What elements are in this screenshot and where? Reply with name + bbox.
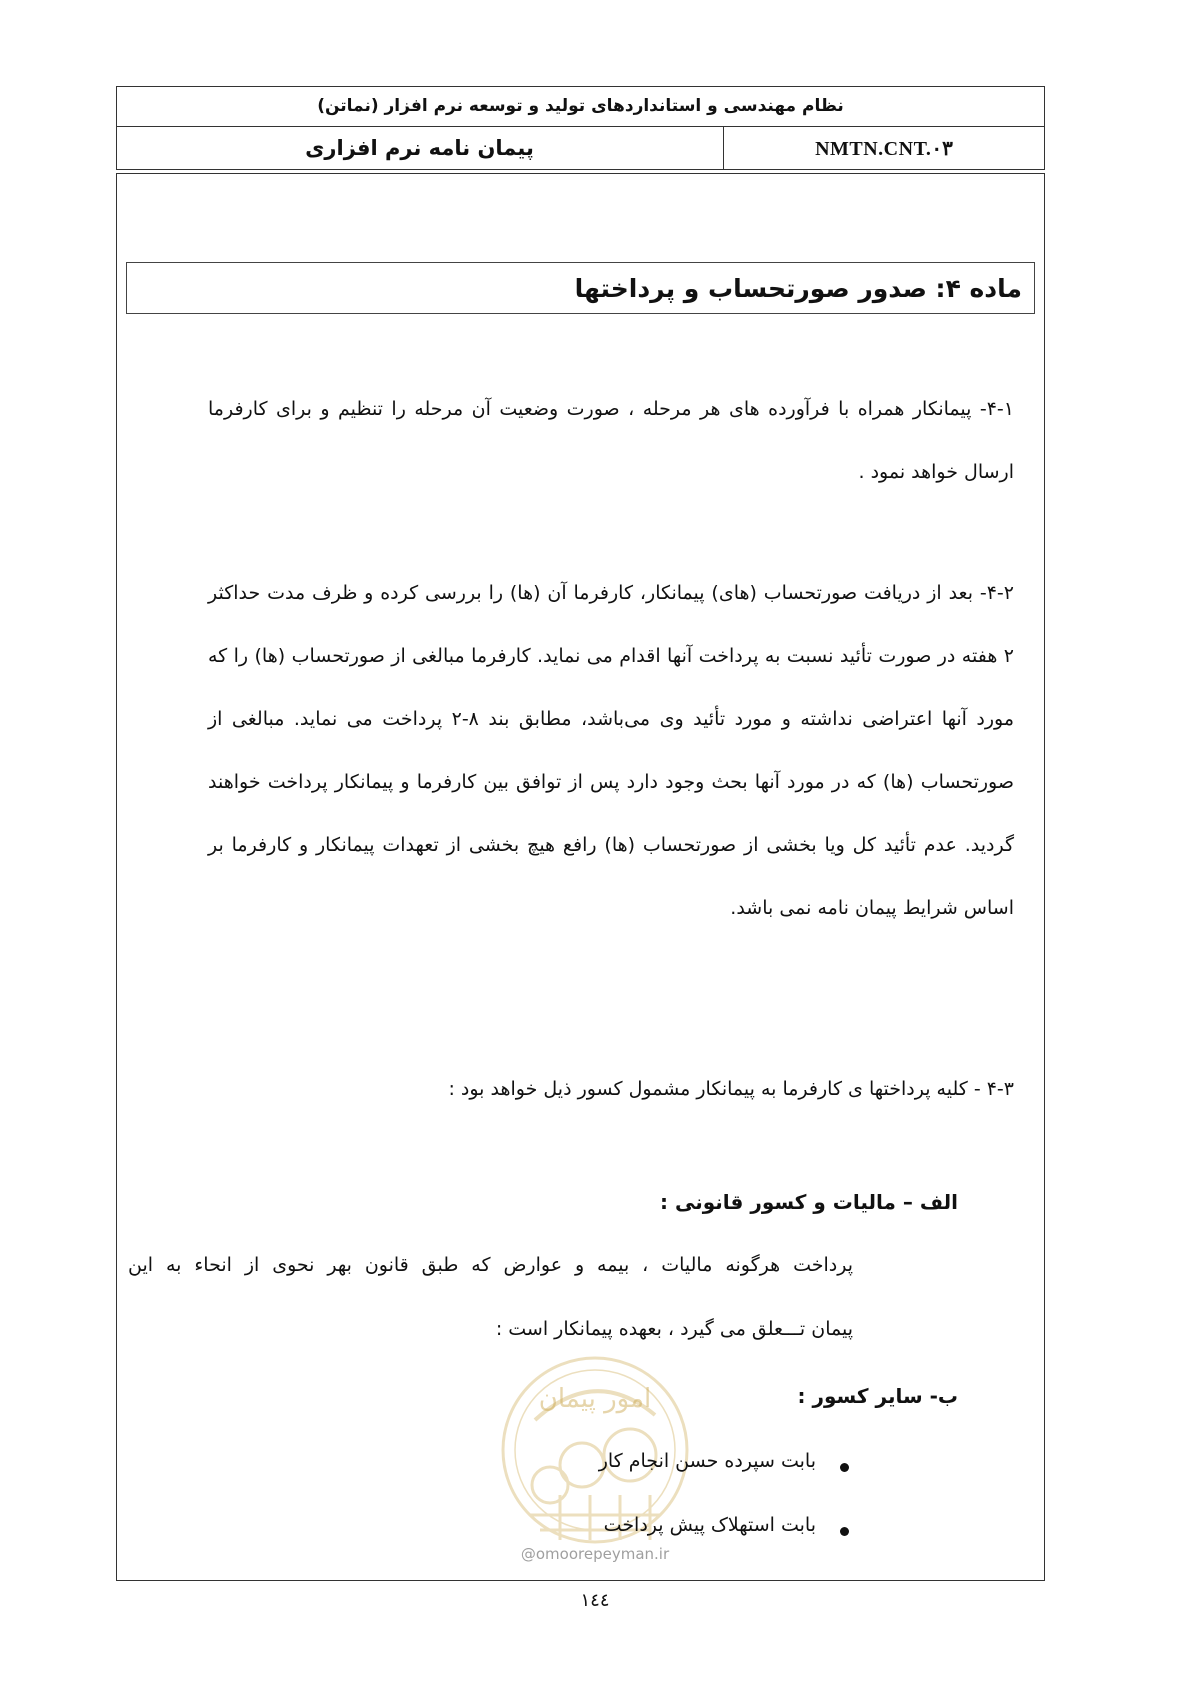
bullet-item-1: بابت سپرده حسن انجام کار bbox=[598, 1450, 816, 1472]
section-a-heading: الف – مالیات و کسور قانونی : bbox=[660, 1190, 958, 1214]
page-number: ۱٤٤ bbox=[580, 1590, 610, 1611]
clause-4-1: ۴-۱- پیمانکار همراه با فرآورده های هر مرحله ، صورت وضعیت آن مرحله را تنظیم و برای کارفرما ارسال خواهد نمود . bbox=[208, 398, 1014, 483]
bullet-dot-icon bbox=[840, 1527, 849, 1536]
article-heading: ماده ۴: صدور صورتحساب و پرداختها bbox=[126, 262, 1035, 314]
section-b-heading: ب- سایر کسور : bbox=[797, 1384, 958, 1408]
section-a-line-1: پرداخت هرگونه مالیات ، بیمه و عوارض که طبق قانون بهر نحوی از انحاء به این bbox=[128, 1254, 853, 1276]
bullet-dot-icon bbox=[840, 1463, 849, 1472]
clause-4-3: ۴-۳ - کلیه پرداختها ی کارفرما به پیمانکار مشمول کسور ذیل خواهد بود : bbox=[448, 1078, 1014, 1100]
watermark-text: امور پیمان bbox=[538, 1384, 652, 1414]
section-a-line-2: پیمان تـــعلق می گیرد ، بعهده پیمانکار است : bbox=[495, 1318, 853, 1340]
document-title: پیمان نامه نرم افزاری bbox=[305, 136, 534, 160]
clause-4-2: ۴-۲- بعد از دریافت صورتحساب (های) پیمانکار، کارفرما آن (ها) را بررسی کرده و ظرف مدت حداکثر ۲ هفته در صورت تأئید نسبت به پرداخت آنها اقدام می نماید. کارفرما مبالغی از صورتحساب (ها) را که مورد آنها اعتراضی نداشته و مورد تأئید وی می‌باشد، مطابق بند ۸-۲ پرداخت می نماید. مبالغی از صورتحساب (ها) که در مورد آنها بحث وجود دارد پس از توافق بین کارفرما و پیمانکار پرداخت خواهند گردید. عدم تأئید کل ویا بخشی از صورتحساب (ها) رافع هیچ بخشی از تعهدات پیمانکار و کارفرما بر اساس شرایط پیمان نامه نمی باشد. bbox=[208, 582, 1014, 919]
document-code: NMTN.CNT.۰۳ bbox=[815, 137, 953, 160]
watermark-site: @omoorepeyman.ir bbox=[520, 1545, 670, 1563]
system-title: نظام مهندسی و استانداردهای تولید و توسعه نرم افزار (نماتن) bbox=[317, 96, 844, 116]
bullet-item-2: بابت استهلاک پیش پرداخت bbox=[603, 1514, 816, 1536]
